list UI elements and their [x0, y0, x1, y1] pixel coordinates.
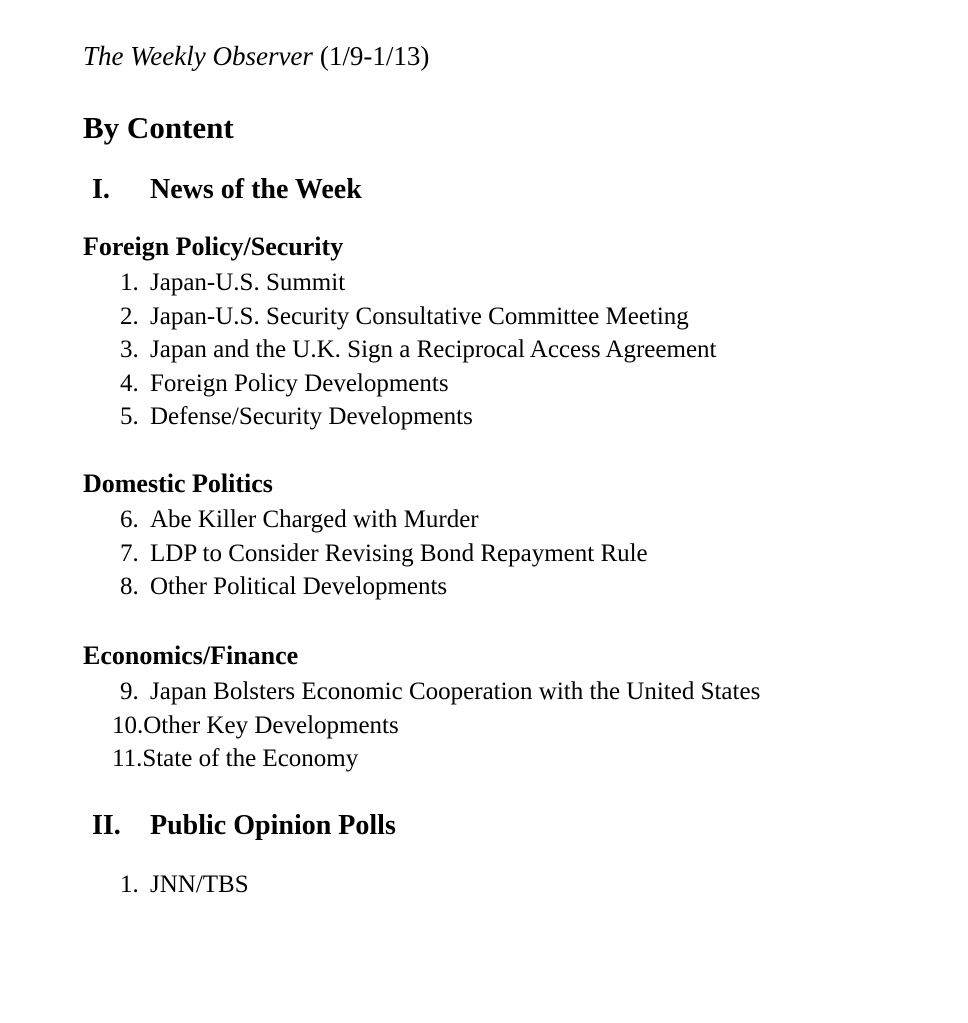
item-number: 7.: [120, 539, 139, 567]
section-heading-foreign-policy-security: Foreign Policy/Security: [83, 231, 344, 261]
item-text: Other Political Developments: [150, 573, 448, 600]
item-number: 1.: [120, 269, 139, 296]
item-text: Japan-U.S. Summit: [150, 269, 346, 296]
item-number: 1.: [120, 870, 139, 898]
list-item: [120, 300, 928, 334]
item-number: 5.: [120, 403, 139, 430]
item-text: Japan and the U.K. Sign a Reciprocal Access Agreement: [150, 336, 717, 363]
item-number: 8.: [120, 573, 139, 600]
list-item: [112, 742, 928, 776]
list-item: [120, 675, 928, 709]
publication-name: The Weekly Observer: [83, 41, 313, 71]
list-item: [120, 367, 928, 401]
by-content-heading: By Content: [83, 109, 234, 145]
section-heading-domestic-politics: Domestic Politics: [83, 468, 273, 498]
list-item: [120, 400, 928, 434]
item-text: Japan Bolsters Economic Cooperation with the United States: [150, 678, 761, 705]
item-text: JNN/TBS: [150, 870, 249, 898]
item-number: 2.: [120, 302, 139, 330]
economics-finance-list: [83, 675, 928, 776]
item-text: Other Key Developments: [143, 711, 399, 739]
item-text: Defense/Security Developments: [150, 403, 473, 430]
list-item: [120, 503, 928, 537]
list-item: [120, 868, 928, 902]
part-title: Public Opinion Polls: [150, 809, 396, 841]
item-number: 9.: [120, 678, 139, 705]
domestic-politics-list: [83, 503, 928, 604]
list-item: [120, 537, 928, 571]
foreign-policy-list: [83, 266, 928, 434]
list-item: [112, 709, 928, 743]
item-number: 10.: [112, 711, 144, 739]
public-opinion-polls-list: [83, 868, 928, 902]
document-title: [83, 40, 928, 74]
item-number: 4.: [120, 369, 139, 397]
part-title: News of the Week: [150, 173, 362, 205]
list-item: [120, 570, 928, 604]
part-heading-news-of-the-week: [92, 171, 928, 209]
item-text: LDP to Consider Revising Bond Repayment Rule: [150, 539, 648, 567]
item-number: 11.: [112, 745, 143, 772]
item-text: Abe Killer Charged with Murder: [150, 506, 479, 533]
part-numeral: II.: [92, 809, 121, 841]
date-range: (1/9-1/13): [319, 41, 430, 71]
item-text: State of the Economy: [142, 745, 359, 772]
item-number: 6.: [120, 506, 139, 533]
list-item: [120, 333, 928, 367]
list-item: [120, 266, 928, 300]
part-heading-public-opinion-polls: [92, 807, 928, 845]
section-heading-economics-finance: Economics/Finance: [83, 640, 299, 670]
item-number: 3.: [120, 336, 139, 363]
item-text: Foreign Policy Developments: [150, 369, 449, 397]
item-text: Japan-U.S. Security Consultative Committee Meeting: [150, 302, 689, 330]
part-numeral: I.: [92, 173, 110, 205]
